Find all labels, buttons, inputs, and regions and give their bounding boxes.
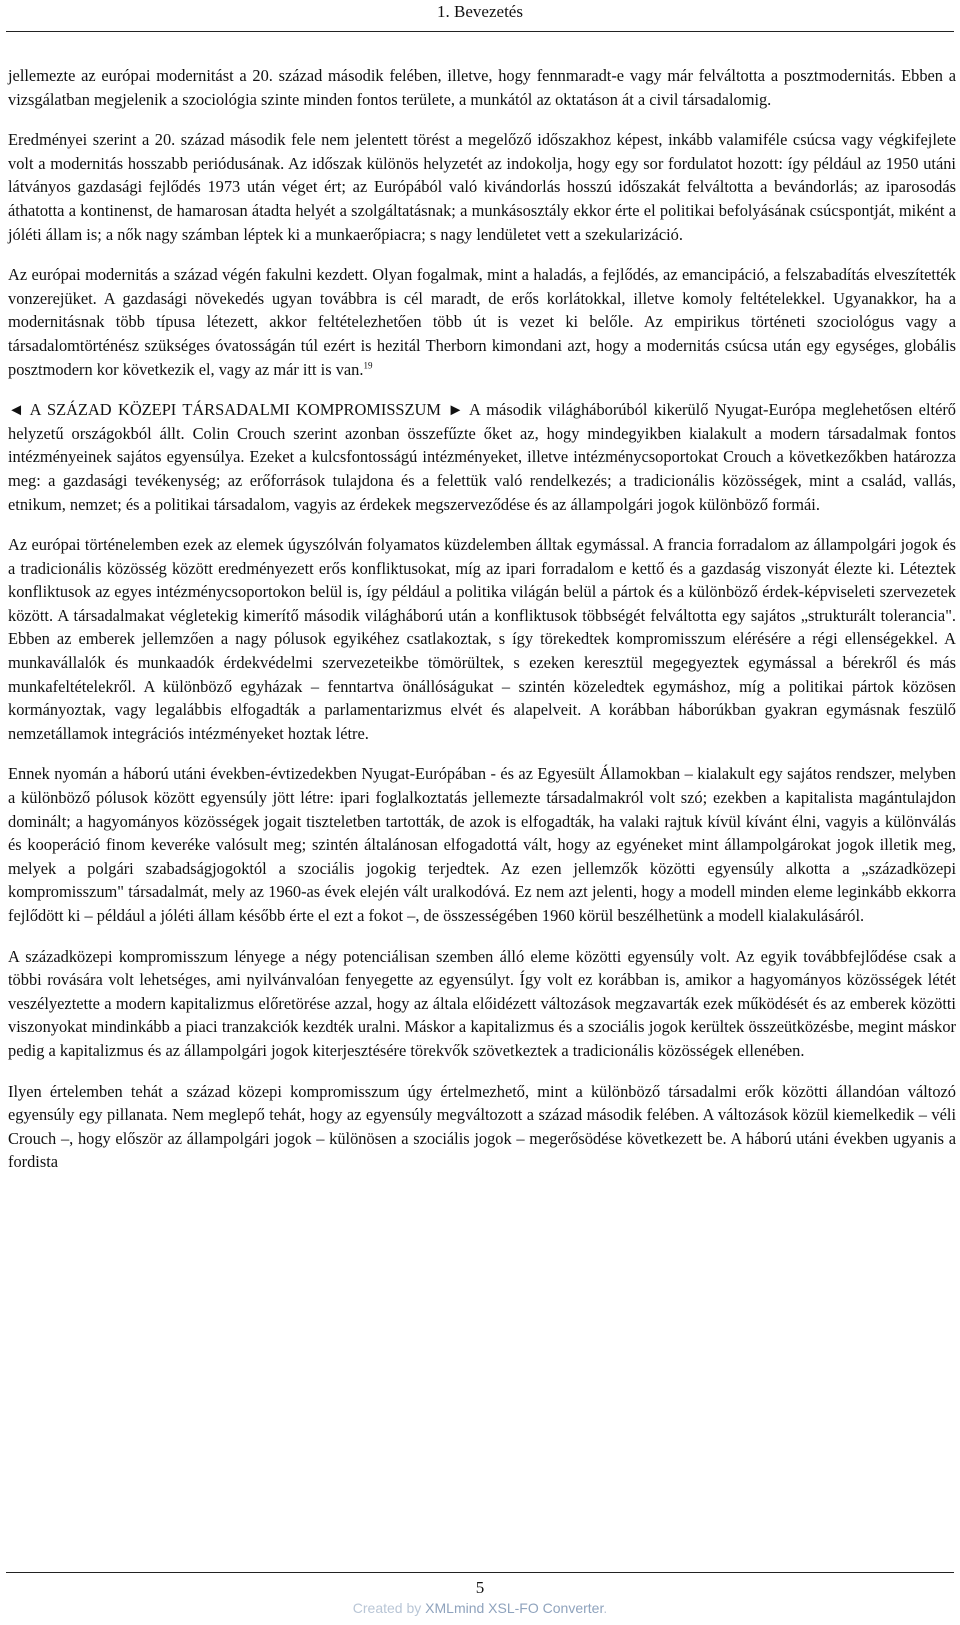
paragraph-3-text: Az európai modernitás a század végén fakulni kezdett. Olyan fogalmak, mint a haladás, a fejlődés, az emancipáció, a felszabadítás elveszítették vonzerejüket. A gazdasági növekedés ugyan továbbra is cél maradt, de erős korlátokkal, illetve komoly feltételekkel. Ugyanakkor, ha a modernitásnak több típusa létezett, akkor feltételezhetően több út is vezet ki belőle. Az empirikus történeti szociológus vagy a társadalomtörténész szükséges óvatosságán túl ezért is hezitál Therborn kimondani azt, hogy a modernitás csúcsa után egy egységes, globális posztmodern kor következik el, vagy az már itt is van.: [8, 265, 956, 379]
watermark-prefix: Created by: [352, 1600, 426, 1616]
paragraph-5: Az európai történelemben ezek az elemek úgyszólván folyamatos küzdelemben álltak egymással. A francia forradalom az állampolgári jogok és a tradicionális közösség között eredményezett erős konfliktusokat, míg az ipari forradalom e kettő és a gazdaság viszonyát élezte ki. Léteztek konfliktusok az egyes intézménycsoportokon belül is, így például a politika világán belül a pártok és a különböző érdek-képviseleti szervezetek között. A társadalmakat végletekig kimerítő második világháború után a konfliktusok többségét felváltotta egy sajátos „strukturált tolerancia". Ebben az emberek jellemzően a nagy pólusok egyikéhez csatlakoztak, s így törekedtek kompromisszum elérésére a régi ellenségekkel. A munkavállalók és munkaadók érdekvédelmi szervezeteikbe tömörültek, s ezeken keresztül megegyeztek egymással a bérekről és más munkafeltételekről. A különböző egyházak – fenntartva önállóságukat – szintén közeledtek egymáshoz, míg a politikai pártok közösen kormányoztak, vagy legalábbis elfogadták a parlamentarizmus elvét és alapelveit. A korábban háborúkban gyakran egymásnak feszülő nemzetállamok integrációs intézményeket hoztak létre.: [8, 535, 956, 743]
watermark-brand: XMLmind XSL-FO Converter: [425, 1600, 604, 1616]
page-number: 5: [475, 1578, 485, 1597]
paragraph-1: jellemezte az európai modernitást a 20. század második felében, illetve, hogy fennmaradt-e vagy már felváltotta a posztmodernitás. Ebben a vizsgálatban megjelenik a szociológia szinte minden fontos területe, a munkától az oktatáson át a civil társadalomig.: [8, 66, 956, 109]
paragraph-3: [8, 263, 956, 381]
footnote-reference[interactable]: 19: [363, 360, 373, 371]
paragraph-8: Ilyen értelemben tehát a század közepi kompromisszum úgy értelmezhető, mint a különböző társadalmi erők közötti állandóan változó egyensúly egy pillanata. Nem meglepő tehát, hogy az egyensúly megváltozott a század második felében. A változások közül kiemelkedik – véli Crouch –, hogy először az állampolgári jogok – különösen a szociális jogok – megerősödése következett be. A háború utáni években ugyanis a fordista: [8, 1081, 956, 1172]
footer-divider: [6, 1572, 954, 1573]
converter-watermark: [0, 1600, 960, 1616]
watermark-suffix: .: [603, 1600, 608, 1616]
paragraph-6: Ennek nyomán a háború utáni években-évtizedekben Nyugat-Európában - és az Egyesült Államokban – kialakult egy sajátos rendszer, melyben a különböző pólusok között egyensúly jött létre: ipari foglalkoztatás jellemezte társadalmakról volt szó; ezekben a kapitalista magántulajdon dominált; a hagyományos közösségek jogait tiszteletben tartották, de azok is elfogadták, ha valaki rajtuk kívül kívánt élni, vagyis a különválás és kooperáció finom keveréke valósult meg; szintén általánosan elfogadottá vált, hogy az egyéneket mint állampolgárokat jogok illetik meg, melyek a polgári szabadságjogoktól a szociális jogokig terjedtek. Az ezen jellemzők közötti egyensúly alkotta a „századközepi kompromisszum" társadalmát, mely az 1960-as évek elején vált uralkodóvá. Ez nem azt jelenti, hogy a modell minden eleme leginkább ekkorra fejlődött ki – például a jóléti állam később érte el ezt a fokot –, de összességében 1960 körül beszélhetünk a modell kialakulásáról.: [8, 764, 956, 925]
paragraph-2: Eredményei szerint a 20. század második fele nem jelentett törést a megelőző időszakhoz képest, inkább valamiféle csúcsa vagy végkifejlete volt a modernitás hosszabb periódusának. Az időszak különös helyzetét az indokolja, hogy egy sor fordulatot hozott: így például az 1950 utáni látványos gazdasági fejlődés 1973 után véget ért; az Európából való kivándorlás hosszú időszakát felváltotta a bevándorlás; az iparosodás áthatotta a kontinenst, de hamarosan átadta helyét a szolgáltatásnak; a munkásosztály ekkor érte el politikai befolyásának csúcspontját, miként a jóléti állam is; a nők nagy számban léptek ki a munkaerőpiacra; s nagy lendületet vett a szekularizáció.: [8, 130, 956, 244]
paragraph-4: ◄ A SZÁZAD KÖZEPI TÁRSADALMI KOMPROMISSZUM ► A második világháborúból kikerülő Nyugat-Európa meglehetősen eltérő helyzetű országokból állt. Colin Crouch szerint azonban összefűzte őket az, hogy mindegyikben kialakult a modern társadalmak fontos intézményeinek sajátos egyensúlya. Ezeket a kulcsfontosságú intézményeket, illetve intézménycsoportokat Crouch a következőkben határozza meg: a gazdasági tevékenység; az erőforrások tulajdona és a felettük való rendelkezés; a tradicionális közösségek, mint a család, vallás, etnikum, nemzet; és a politikai társadalom, vagyis az érdekek megszerveződése és az állampolgári jogok különböző formái.: [8, 400, 956, 514]
running-header: [6, 0, 954, 32]
page-body: [8, 64, 956, 1191]
paragraph-7: A századközepi kompromisszum lényege a négy potenciálisan szemben álló eleme közötti egyensúly volt. Az egyik továbbfejlődése csak a többi rovására volt lehetséges, ami nyilvánvalóan fenyegette az egyensúlyt. Így volt ez korábban is, amikor a hagyományos közösségek létét veszélyeztette a modern kapitalizmus előretörése azzal, hogy az általa előidézett változások megzavarták ezek működését és az emberek közötti viszonyokat mindinkább a piaci tranzakciók kezdték uralni. Máskor a kapitalizmus és a szociális jogok kerültek összeütközésbe, megint máskor pedig a kapitalizmus és az állampolgári jogok kiterjesztésére törekvők szövetkeztek a tradicionális közösségek ellenében.: [8, 946, 956, 1060]
chapter-title: 1. Bevezetés: [437, 2, 523, 21]
